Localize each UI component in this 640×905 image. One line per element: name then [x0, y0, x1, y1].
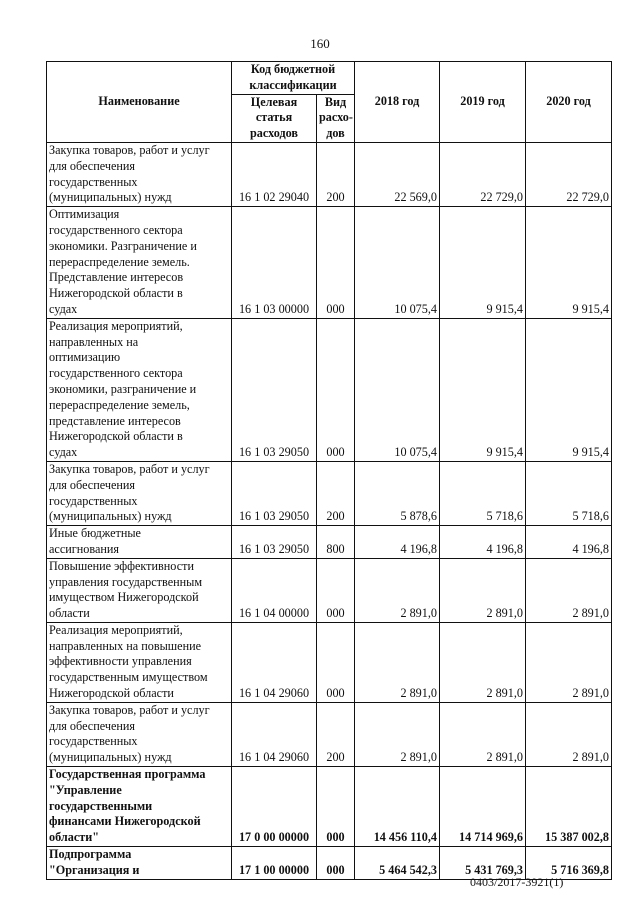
row-name [47, 702, 232, 766]
row-name-line: имуществом Нижегородской [49, 590, 199, 605]
row-name-line: перераспределение земель. [49, 254, 190, 269]
row-name-line: для обеспечения [49, 477, 136, 492]
row-name-line: (муниципальных) нужд [49, 190, 172, 205]
row-name [47, 767, 232, 847]
row-name-line: государственного сектора [49, 222, 183, 237]
table-row [47, 142, 612, 206]
row-name [47, 558, 232, 622]
row-value-2018: 14 456 110,4 [355, 767, 440, 847]
header-code-group: Код бюджетной классификации [232, 62, 355, 95]
row-value-2018: 2 891,0 [355, 558, 440, 622]
row-name-line: для обеспечения [49, 158, 136, 173]
row-name-line: "Организация и [49, 862, 140, 877]
header-target-article: Целевая статья расходов [232, 94, 317, 142]
row-expense-type: 000 [317, 558, 355, 622]
row-name-line: для обеспечения [49, 718, 136, 733]
row-value-2019: 9 915,4 [440, 318, 526, 461]
row-value-2018: 2 891,0 [355, 702, 440, 766]
row-name-line: управления государственным [49, 574, 203, 589]
row-target-code: 16 1 03 29050 [232, 461, 317, 525]
row-expense-type: 000 [317, 847, 355, 880]
row-value-2018: 4 196,8 [355, 526, 440, 559]
row-value-2019: 9 915,4 [440, 207, 526, 319]
row-name-line: судах [49, 445, 78, 460]
row-target-code: 16 1 02 29040 [232, 142, 317, 206]
row-expense-type: 000 [317, 318, 355, 461]
table-body [47, 142, 612, 879]
row-value-2019: 4 196,8 [440, 526, 526, 559]
row-value-2020: 5 718,6 [526, 461, 612, 525]
row-target-code: 16 1 04 00000 [232, 558, 317, 622]
row-value-2020: 2 891,0 [526, 622, 612, 702]
row-name-line: Повышение эффективности [49, 558, 194, 573]
row-name-line: государственных [49, 493, 138, 508]
row-name-line: финансами Нижегородской [49, 814, 201, 829]
row-value-2020: 4 196,8 [526, 526, 612, 559]
table-row [47, 318, 612, 461]
header-2019: 2019 год [440, 62, 526, 143]
row-name-line: государственного сектора [49, 366, 183, 381]
row-name-line: области" [49, 830, 99, 845]
table-row [47, 526, 612, 559]
row-name-line: экономики, разграничение и [49, 381, 197, 396]
row-target-code: 16 1 03 29050 [232, 318, 317, 461]
row-name-line: Закупка товаров, работ и услуг [49, 702, 210, 717]
row-value-2019: 2 891,0 [440, 622, 526, 702]
row-expense-type: 000 [317, 622, 355, 702]
row-value-2019: 14 714 969,6 [440, 767, 526, 847]
row-name-line: государственных [49, 734, 138, 749]
row-name-line: направленных на [49, 334, 139, 349]
row-name-line: оптимизацию [49, 350, 121, 365]
table-row [47, 207, 612, 319]
row-expense-type: 000 [317, 207, 355, 319]
row-expense-type: 200 [317, 142, 355, 206]
row-value-2018: 5 878,6 [355, 461, 440, 525]
row-value-2020: 5 716 369,8 [526, 847, 612, 880]
row-value-2018: 10 075,4 [355, 318, 440, 461]
row-name-line: Реализация мероприятий, [49, 622, 183, 637]
row-name-line: (муниципальных) нужд [49, 750, 172, 765]
table-row [47, 558, 612, 622]
row-value-2020: 9 915,4 [526, 207, 612, 319]
row-target-code: 17 1 00 00000 [232, 847, 317, 880]
row-name [47, 318, 232, 461]
row-name-line: направленных на повышение [49, 638, 202, 653]
row-target-code: 16 1 03 29050 [232, 526, 317, 559]
row-name-line: "Управление [49, 782, 122, 797]
row-name-line: Представление интересов [49, 270, 184, 285]
row-target-code: 17 0 00 00000 [232, 767, 317, 847]
row-value-2020: 9 915,4 [526, 318, 612, 461]
row-value-2019: 2 891,0 [440, 558, 526, 622]
row-value-2019: 2 891,0 [440, 702, 526, 766]
row-value-2019: 5 431 769,3 [440, 847, 526, 880]
row-expense-type: 200 [317, 461, 355, 525]
table-row [47, 622, 612, 702]
row-name-line: экономики. Разграничение и [49, 238, 197, 253]
row-name-line: государственных [49, 174, 138, 189]
header-2018: 2018 год [355, 62, 440, 143]
row-name-line: области [49, 606, 90, 621]
row-name-line: государственными [49, 798, 153, 813]
table-row [47, 767, 612, 847]
row-value-2018: 2 891,0 [355, 622, 440, 702]
row-name-line: Нижегородской области в [49, 286, 183, 301]
row-name-line: Нижегородской области [49, 686, 174, 701]
row-target-code: 16 1 04 29060 [232, 702, 317, 766]
table-row [47, 702, 612, 766]
row-name-line: Иные бюджетные [49, 526, 141, 541]
row-expense-type: 800 [317, 526, 355, 559]
budget-table [46, 61, 612, 880]
row-value-2020: 2 891,0 [526, 702, 612, 766]
row-name-line: Государственная программа [49, 767, 206, 782]
row-name-line: Подпрограмма [49, 847, 132, 862]
header-2020: 2020 год [526, 62, 612, 143]
row-value-2020: 15 387 002,8 [526, 767, 612, 847]
row-name [47, 847, 232, 880]
row-name-line: ассигнования [49, 541, 120, 556]
row-name-line: Закупка товаров, работ и услуг [49, 142, 210, 157]
row-expense-type: 000 [317, 767, 355, 847]
row-value-2020: 22 729,0 [526, 142, 612, 206]
page-number: 160 [310, 36, 330, 51]
row-target-code: 16 1 03 00000 [232, 207, 317, 319]
row-name-line: представление интересов [49, 413, 181, 428]
row-name-line: Нижегородской области в [49, 429, 183, 444]
row-name-line: эффективности управления [49, 654, 192, 669]
header-expense-type: Вид расхо-дов [317, 94, 355, 142]
row-name-line: Оптимизация [49, 207, 120, 222]
row-name [47, 461, 232, 525]
row-name-line: перераспределение земель, [49, 397, 190, 412]
row-value-2019: 5 718,6 [440, 461, 526, 525]
row-name [47, 207, 232, 319]
row-target-code: 16 1 04 29060 [232, 622, 317, 702]
row-value-2018: 22 569,0 [355, 142, 440, 206]
row-name-line: (муниципальных) нужд [49, 509, 172, 524]
row-name-line: государственным имуществом [49, 670, 208, 685]
row-name-line: Закупка товаров, работ и услуг [49, 461, 210, 476]
row-value-2019: 22 729,0 [440, 142, 526, 206]
row-name-line: судах [49, 301, 78, 316]
row-value-2020: 2 891,0 [526, 558, 612, 622]
row-name [47, 142, 232, 206]
row-name-line: Реализация мероприятий, [49, 318, 183, 333]
document-code: 0403/2017-3921(1) [470, 875, 564, 889]
row-name [47, 622, 232, 702]
row-name [47, 526, 232, 559]
table-row [47, 461, 612, 525]
header-name: Наименование [47, 62, 232, 143]
row-value-2018: 10 075,4 [355, 207, 440, 319]
row-value-2018: 5 464 542,3 [355, 847, 440, 880]
row-expense-type: 200 [317, 702, 355, 766]
